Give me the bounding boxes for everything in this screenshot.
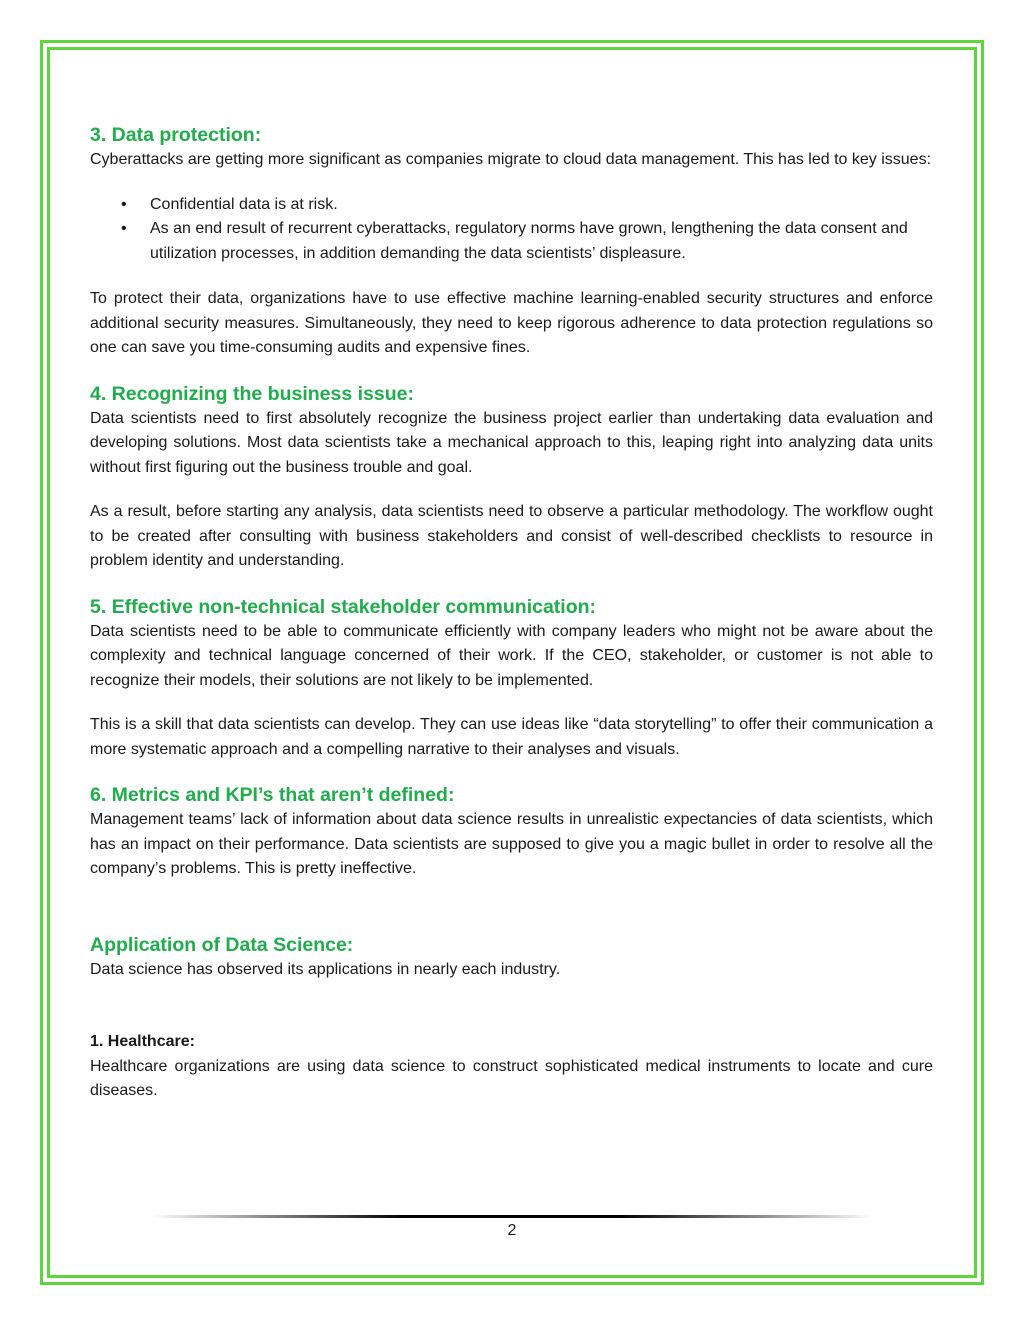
document-body: [90, 122, 933, 1104]
paragraph: Cyberattacks are getting more significant as companies migrate to cloud data management. This has led to key issues:: [90, 151, 932, 168]
paragraph: Management teams’ lack of information about data science results in unrealistic expectancies of data scientists, which has an impact on their performance. Data scientists are supposed to give you a magic bullet in order to resolve all the company’s problems. This is pretty ineffective.: [90, 811, 933, 877]
paragraph: Data scientists need to be able to communicate efficiently with company leaders who might not be aware about the complexity and technical language concerned of their work. If the CEO, stakeholder, or customer is not able to recognize their models, their solutions are not likely to be implemented.: [90, 622, 933, 689]
paragraph: As a result, before starting any analysis, data scientists need to observe a particular methodology. The workflow ought to be created after consulting with business stakeholders and consist of well-described checklists to resource in problem identity and understanding.: [90, 503, 933, 569]
bullet-list: [90, 193, 933, 267]
paragraph: Data science has observed its applications in nearly each industry.: [90, 960, 561, 978]
footer-divider: [150, 1215, 874, 1218]
section-heading-stakeholder-communication: 5. Effective non-technical stakeholder communication:: [90, 595, 597, 618]
section-heading-business-issue: 4. Recognizing the business issue:: [90, 382, 414, 405]
paragraph: To protect their data, organizations have to use effective machine learning-enabled security structures and enforce additional security measures. Simultaneously, they need to keep rigorous adherence to data protection regulations so one can save you time-consuming audits and expensive fines.: [90, 290, 933, 356]
subsection-heading-healthcare: 1. Healthcare:: [90, 1033, 195, 1050]
paragraph: Healthcare organizations are using data science to construct sophisticated medical instruments to locate and cure diseases.: [90, 1057, 933, 1099]
page-number: 2: [507, 1222, 517, 1239]
list-item: • Confidential data is at risk.: [150, 193, 933, 218]
section-heading-metrics-kpis: 6. Metrics and KPI’s that aren’t defined:: [90, 784, 455, 806]
section-heading-application: Application of Data Science:: [90, 933, 354, 956]
section-heading-data-protection: 3. Data protection:: [90, 124, 262, 146]
list-item: • As an end result of recurrent cyberattacks, regulatory norms have grown, lengthening the data consent and utilization processes, in addition demanding the data scientists’ displeasure.: [150, 217, 933, 266]
paragraph: Data scientists need to first absolutely recognize the business project earlier than undertaking data evaluation and developing solutions. Most data scientists take a mechanical approach to this, leaping right into analyzing data units without first figuring out the business trouble and goal.: [90, 409, 933, 476]
paragraph: This is a skill that data scientists can develop. They can use ideas like “data storytelling” to offer their communication a more systematic approach and a compelling narrative to their analyses and visuals.: [90, 716, 933, 758]
